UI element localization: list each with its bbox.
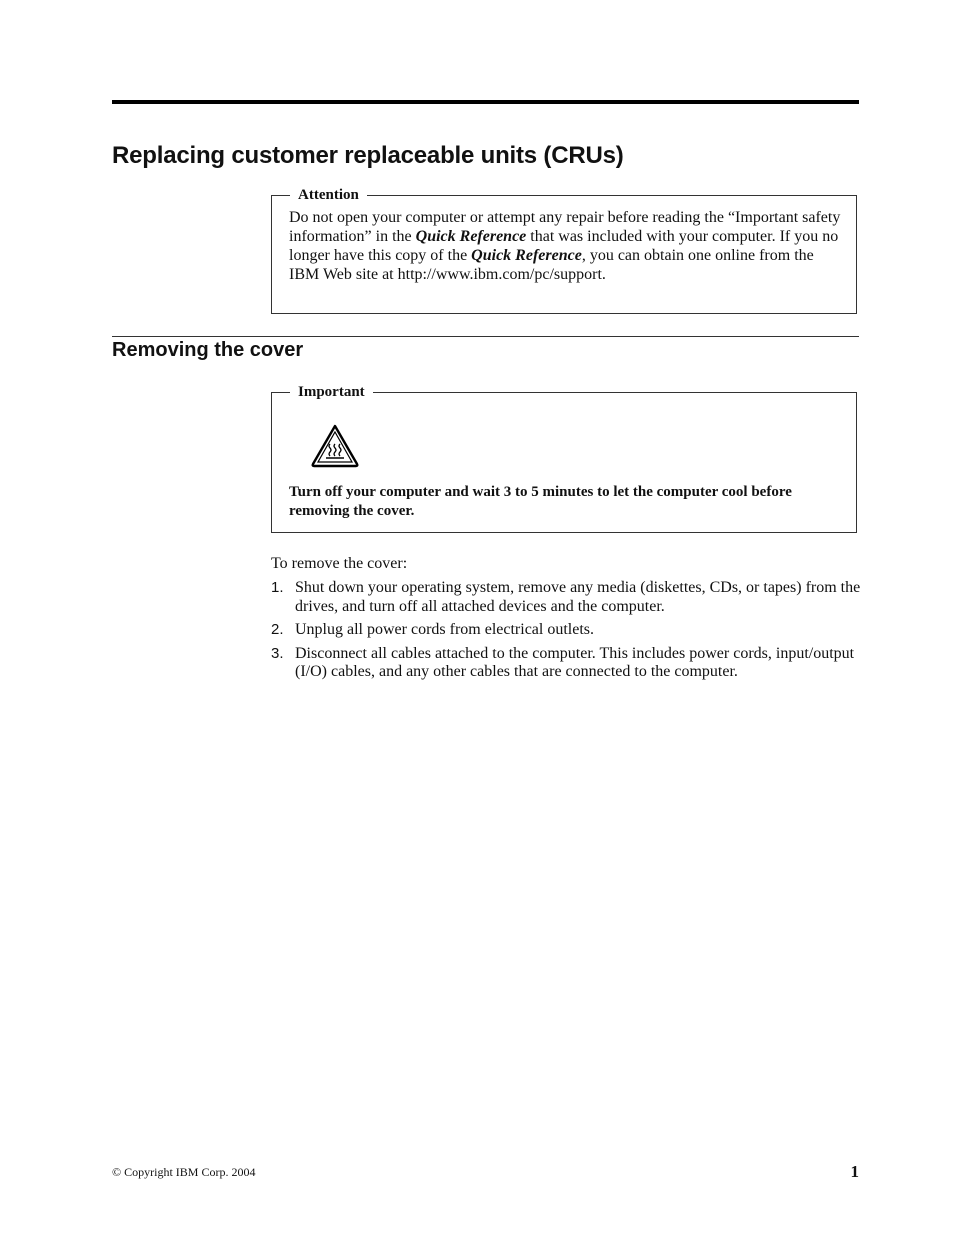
attention-label: Attention [290,187,367,204]
quick-reference-ref: Quick Reference [471,247,582,264]
list-item [271,621,861,640]
important-notice [271,384,857,533]
step-number: 3. [271,644,284,662]
step-text: Unplug all power cords from electrical outlets. [295,621,595,638]
section-rule [112,336,859,337]
attention-text: Do not open your computer or attempt any repair before reading the “Important safety information” in the Quick Reference that was included with your computer. If you no longer have this copy of the Quick Reference, you can obtain one online from the IBM Web site at http://www.ibm.com/pc/support. [289,209,841,283]
step-number: 2. [271,621,284,638]
important-label: Important [290,384,373,401]
hot-surface-warning-icon [310,423,360,469]
step-text: Shut down your operating system, remove any media (diskettes, CDs, or tapes) from the drives, and turn off all attached devices and the computer. [295,579,861,615]
list-item [271,579,861,616]
attention-notice [271,187,857,314]
section-title: Removing the cover [112,339,304,361]
page-title: Replacing customer replaceable units (CRUs) [112,142,624,169]
quick-reference-ref: Quick Reference [415,228,527,245]
steps-list [271,579,861,687]
list-item [271,645,861,682]
important-text: Turn off your computer and wait 3 to 5 minutes to let the computer cool before removing the cover. [289,484,792,519]
copyright: © Copyright IBM Corp. 2004 [112,1165,256,1179]
top-rule [112,100,859,104]
page-number: 1 [850,1162,859,1181]
step-number: 1. [271,579,284,596]
intro-text: To remove the cover: [271,555,408,572]
step-text: Disconnect all cables attached to the computer. This includes power cords, input/output (I/O) cables, and any other cables that are connected to the computer. [295,644,855,680]
